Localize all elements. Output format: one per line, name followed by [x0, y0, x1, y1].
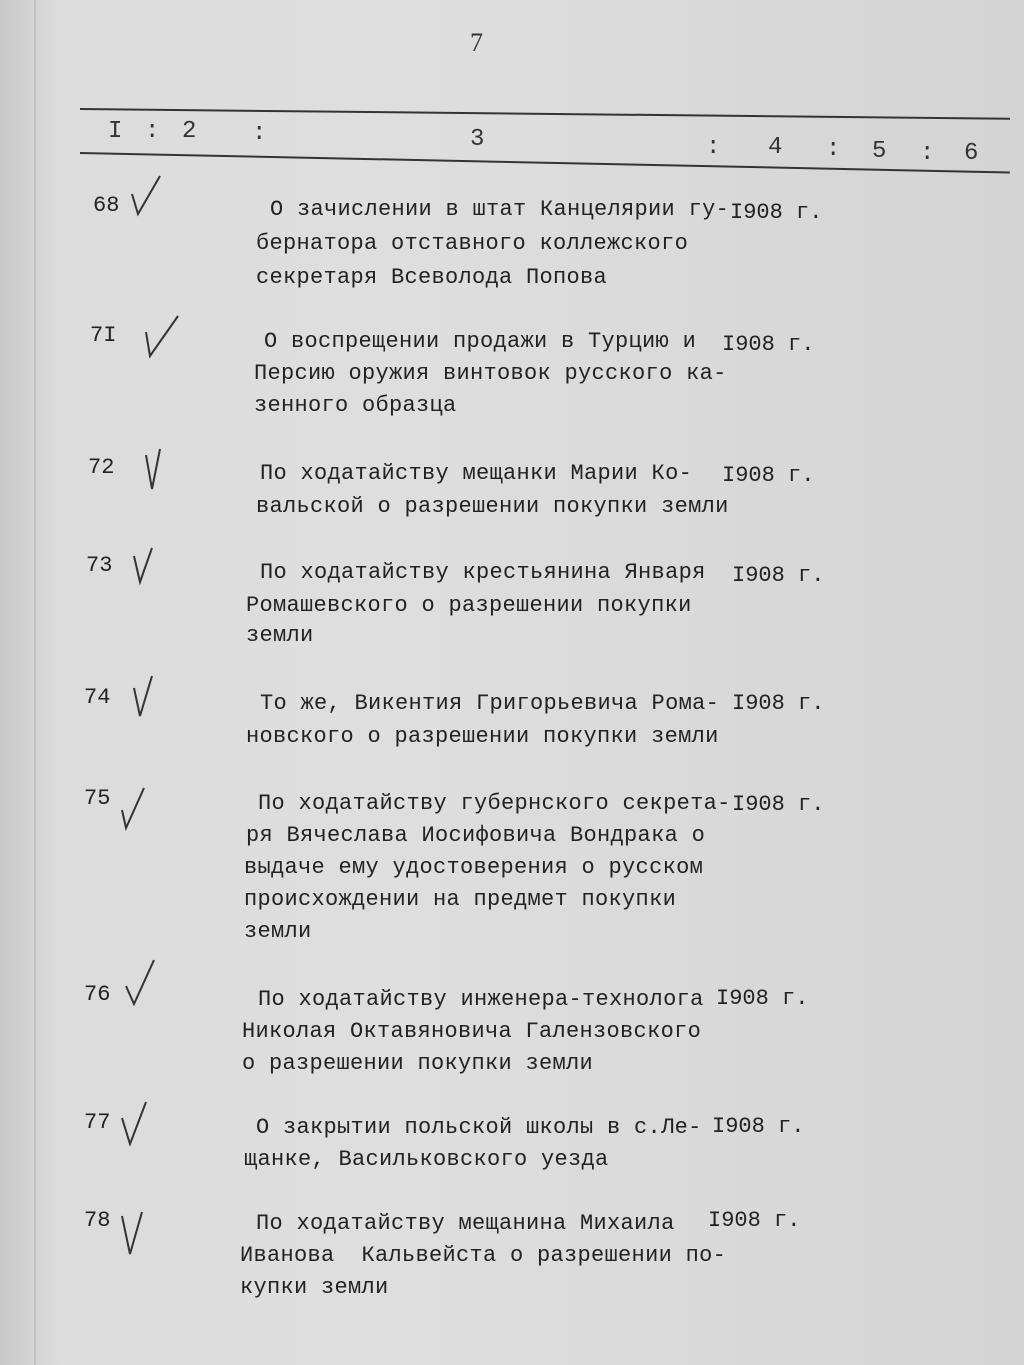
checkmark-icon — [114, 784, 154, 832]
entry-text-line: Николая Октавяновича Галензовского — [242, 1019, 702, 1044]
column-header-5: 5 — [872, 138, 887, 165]
column-header-2: 2 — [182, 118, 197, 145]
checkmark-icon — [118, 958, 158, 1006]
entry-text-line: выдаче ему удостоверения о русском — [244, 855, 704, 880]
entry-text-line: По ходатайству мещанки Марии Ко- — [260, 461, 693, 486]
column-separator: : — [706, 134, 721, 161]
page-edge — [34, 0, 36, 1365]
entry-text-line: секретаря Всеволода Попова — [256, 265, 608, 290]
page-number: 7 — [470, 28, 483, 57]
checkmark-icon — [124, 170, 164, 218]
column-separator: : — [920, 140, 935, 167]
entry-text-line: щанке, Васильковского уезда — [244, 1147, 609, 1172]
entry-text-line: По ходатайству крестьянина Января — [260, 560, 706, 585]
entry-text-line: бернатора отставного коллежского — [256, 231, 689, 256]
entry-text-line: земли — [244, 919, 312, 944]
entry-number: 76 — [84, 982, 111, 1007]
entry-text-line: купки земли — [240, 1275, 389, 1300]
entry-text-line: По ходатайству инженера-технолога — [258, 987, 704, 1012]
entry-text-line: Персию оружия винтовок русского ка- — [254, 361, 727, 386]
column-header-4: 4 — [768, 134, 783, 161]
entry-text-line: происхождении на предмет покупки — [244, 887, 677, 912]
entry-number: 74 — [84, 685, 111, 710]
checkmark-icon — [116, 1208, 156, 1256]
entry-number: 7I — [90, 323, 117, 348]
checkmark-icon — [114, 1098, 154, 1146]
entry-text-line: ря Вячеслава Иосифовича Вондрака о — [246, 823, 706, 848]
entry-text-line: земли — [246, 623, 314, 648]
entry-text-line: То же, Викентия Григорьевича Рома- — [260, 691, 720, 716]
entry-number: 78 — [84, 1208, 111, 1233]
entry-number: 73 — [86, 553, 113, 578]
entry-number: 75 — [84, 786, 111, 811]
entry-number: 77 — [84, 1110, 111, 1135]
entry-number: 68 — [93, 193, 120, 218]
entry-text-line: новского о разрешении покупки земли — [246, 724, 719, 749]
column-header-3: 3 — [470, 126, 485, 153]
entry-year: I908 г. — [732, 792, 825, 817]
entry-year: I908 г. — [708, 1208, 801, 1233]
entry-text-line: Ромашевского о разрешении покупки — [246, 593, 692, 618]
checkmark-icon — [138, 445, 178, 493]
entry-text-line: вальской о разрешении покупки земли — [256, 494, 729, 519]
entry-text-line: О закрытии польской школы в с.Ле- — [256, 1115, 702, 1140]
checkmark-icon — [128, 672, 168, 720]
entry-year: I908 г. — [712, 1114, 805, 1139]
entry-text-line: о разрешении покупки земли — [242, 1051, 594, 1076]
entry-year: I908 г. — [730, 200, 823, 225]
entry-text-line: зенного образца — [254, 393, 457, 418]
entry-text-line: О воспрещении продажи в Турцию и — [264, 329, 697, 354]
entry-year: I908 г. — [716, 986, 809, 1011]
column-separator: : — [826, 136, 841, 163]
column-header-1: I — [108, 118, 123, 145]
column-separator: : — [252, 120, 267, 147]
entry-year: I908 г. — [732, 691, 825, 716]
entry-number: 72 — [88, 455, 115, 480]
entry-text-line: О зачислении в штат Канцелярии гу- — [270, 197, 730, 222]
entry-year: I908 г. — [732, 563, 825, 588]
checkmark-icon — [128, 542, 168, 590]
column-separator: : — [145, 118, 160, 145]
column-header-6: 6 — [964, 140, 979, 167]
entry-text-line: По ходатайству губернского секрета- — [258, 791, 731, 816]
entry-text-line: По ходатайству мещанина Михаила — [256, 1211, 675, 1236]
entry-year: I908 г. — [722, 463, 815, 488]
entry-text-line: Иванова Кальвейста о разрешении по- — [240, 1243, 727, 1268]
checkmark-icon — [140, 312, 180, 360]
entry-year: I908 г. — [722, 332, 815, 357]
